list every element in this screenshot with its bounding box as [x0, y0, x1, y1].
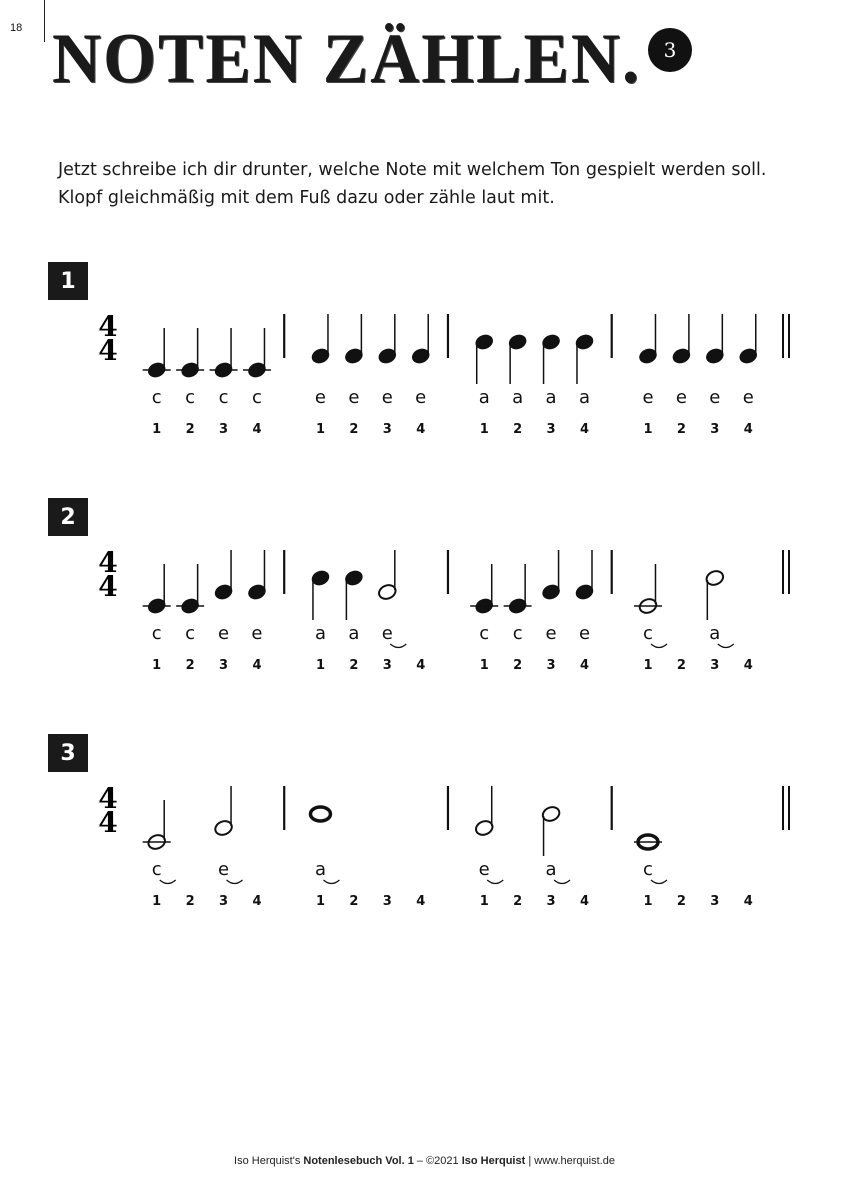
- beat-count: 4: [743, 658, 753, 673]
- hold-arc: [554, 880, 570, 884]
- note-quarter: [541, 550, 562, 601]
- beat-count: 3: [219, 422, 229, 437]
- note-quarter: [705, 314, 726, 365]
- note-name: a: [545, 859, 557, 880]
- note-name: e: [642, 387, 654, 408]
- beat-count: 2: [513, 422, 523, 437]
- note-quarter: [143, 564, 171, 615]
- beat-count: 2: [676, 894, 686, 909]
- note-head: [310, 807, 330, 821]
- beat-count: 3: [382, 422, 392, 437]
- note-quarter: [310, 314, 331, 365]
- note-name: a: [478, 387, 490, 408]
- hold-arc: [390, 644, 406, 648]
- note-half: [213, 786, 234, 837]
- footer-author: Iso Herquist: [461, 1155, 526, 1167]
- note-name: c: [218, 387, 229, 408]
- beat-count: 4: [416, 422, 426, 437]
- note-name: a: [314, 859, 326, 880]
- beat-count: 2: [349, 658, 359, 673]
- note-name: c: [512, 623, 523, 644]
- note-name: e: [218, 859, 230, 880]
- note-quarter: [574, 550, 595, 601]
- beat-count: 4: [743, 422, 753, 437]
- hold-arc: [227, 880, 243, 884]
- time-signature-top: 4: [98, 310, 118, 343]
- note-name: e: [218, 623, 230, 644]
- note-quarter: [344, 569, 365, 620]
- note-name: c: [151, 623, 162, 644]
- note-name: a: [348, 623, 360, 644]
- beat-count: 1: [315, 894, 325, 909]
- note-quarter: [176, 328, 204, 379]
- beat-count: 2: [185, 422, 195, 437]
- beat-count: 4: [252, 422, 262, 437]
- time-signature-bottom: 4: [98, 806, 118, 839]
- note-name: e: [381, 387, 393, 408]
- beat-count: 3: [382, 894, 392, 909]
- note-half: [634, 564, 662, 615]
- chapter-badge: 3: [648, 28, 692, 72]
- note-quarter: [410, 314, 431, 365]
- note-name: e: [709, 387, 721, 408]
- beat-count: 2: [349, 422, 359, 437]
- beat-count: 2: [513, 894, 523, 909]
- beat-count: 4: [579, 658, 590, 673]
- footer: [0, 1155, 849, 1167]
- note-quarter: [213, 550, 234, 601]
- beat-count: 2: [185, 894, 195, 909]
- beat-count: 2: [676, 658, 686, 673]
- beat-count: 4: [252, 894, 262, 909]
- beat-count: 1: [315, 422, 325, 437]
- footer-website: | www.herquist.de: [525, 1155, 615, 1167]
- note-quarter: [210, 328, 238, 379]
- beat-count: 4: [743, 894, 753, 909]
- note-quarter: [310, 569, 331, 620]
- note-quarter: [247, 550, 268, 601]
- beat-count: 4: [579, 422, 590, 437]
- beat-count: 3: [219, 894, 229, 909]
- note-name: e: [348, 387, 360, 408]
- beat-count: 2: [676, 422, 686, 437]
- beat-count: 4: [416, 894, 426, 909]
- hold-arc: [487, 880, 503, 884]
- beat-count: 2: [185, 658, 195, 673]
- exercise-badge-2: 2: [48, 498, 88, 536]
- note-quarter: [243, 328, 271, 379]
- exercise-2-notation: [0, 536, 849, 686]
- beat-count: 3: [546, 658, 556, 673]
- note-half: [143, 800, 171, 851]
- note-quarter: [143, 328, 171, 379]
- note-quarter: [474, 333, 495, 384]
- beat-count: 1: [643, 658, 653, 673]
- exercise-1-notation: [0, 300, 849, 450]
- note-name: c: [151, 387, 162, 408]
- beat-count: 1: [479, 422, 489, 437]
- note-quarter: [176, 564, 204, 615]
- time-signature-bottom: 4: [98, 570, 118, 603]
- note-name: a: [512, 387, 524, 408]
- beat-count: 3: [710, 894, 720, 909]
- note-quarter: [738, 314, 759, 365]
- note-name: a: [314, 623, 326, 644]
- beat-count: 2: [349, 894, 359, 909]
- note-name: e: [545, 623, 557, 644]
- note-name: e: [314, 387, 327, 408]
- exercise-3-notation: [0, 772, 849, 922]
- note-half: [541, 805, 562, 856]
- hold-arc: [323, 880, 339, 884]
- note-quarter: [638, 314, 659, 365]
- exercise-badge-3: 3: [48, 734, 88, 772]
- intro-line-1: Jetzt schreibe ich dir drunter, welche Note mit welchem Ton gespielt werden soll.: [58, 160, 767, 180]
- beat-count: 1: [152, 894, 162, 909]
- time-signature-top: 4: [98, 546, 118, 579]
- note-half: [377, 550, 398, 601]
- note-name: e: [381, 623, 393, 644]
- note-name: c: [643, 623, 653, 644]
- note-name: a: [578, 387, 590, 408]
- intro-line-2: Klopf gleichmäßig mit dem Fuß dazu oder zähle laut mit.: [58, 188, 555, 208]
- note-whole: [634, 835, 662, 849]
- beat-count: 1: [152, 422, 162, 437]
- beat-count: 3: [710, 658, 720, 673]
- note-quarter: [504, 564, 532, 615]
- note-whole: [310, 807, 330, 821]
- beat-count: 1: [643, 422, 653, 437]
- margin-rule: [44, 0, 45, 42]
- note-half: [705, 569, 726, 620]
- exercise-badge-1: 1: [48, 262, 88, 300]
- note-name: c: [252, 387, 262, 408]
- footer-prefix: Iso Herquist's: [234, 1155, 304, 1167]
- note-name: c: [479, 623, 490, 644]
- note-name: e: [478, 859, 490, 880]
- beat-count: 3: [710, 422, 720, 437]
- note-quarter: [344, 314, 365, 365]
- note-quarter: [470, 564, 498, 615]
- beat-count: 4: [252, 658, 262, 673]
- beat-count: 1: [479, 658, 489, 673]
- note-name: e: [675, 387, 687, 408]
- note-quarter: [574, 333, 595, 384]
- note-name: e: [251, 623, 263, 644]
- footer-book-title: Notenlesebuch Vol. 1: [303, 1155, 414, 1167]
- note-quarter: [671, 314, 692, 365]
- beat-count: 4: [579, 894, 590, 909]
- note-name: c: [151, 859, 162, 880]
- note-quarter: [377, 314, 398, 365]
- note-name: e: [415, 387, 427, 408]
- hold-arc: [651, 644, 667, 648]
- note-name: e: [742, 387, 754, 408]
- beat-count: 4: [416, 658, 426, 673]
- beat-count: 3: [382, 658, 392, 673]
- hold-arc: [718, 644, 734, 648]
- hold-arc: [160, 880, 176, 884]
- intro-text: [58, 156, 818, 212]
- hold-arc: [651, 880, 667, 884]
- page-title: NOTEN ZÄHLEN.: [52, 18, 641, 98]
- beat-count: 1: [479, 894, 489, 909]
- beat-count: 3: [546, 894, 556, 909]
- beat-count: 2: [513, 658, 523, 673]
- time-signature-bottom: 4: [98, 334, 118, 367]
- note-quarter: [507, 333, 528, 384]
- note-half: [474, 786, 495, 837]
- page-number: 18: [10, 22, 23, 34]
- footer-copyright: – ©2021: [413, 1155, 462, 1167]
- note-name: c: [185, 387, 196, 408]
- beat-count: 1: [152, 658, 162, 673]
- note-name: a: [709, 623, 721, 644]
- note-name: c: [185, 623, 196, 644]
- time-signature-top: 4: [98, 782, 118, 815]
- beat-count: 3: [546, 422, 556, 437]
- beat-count: 3: [219, 658, 229, 673]
- note-name: e: [578, 623, 591, 644]
- beat-count: 1: [643, 894, 653, 909]
- note-name: a: [545, 387, 557, 408]
- note-name: c: [643, 859, 653, 880]
- note-quarter: [541, 333, 562, 384]
- beat-count: 1: [315, 658, 325, 673]
